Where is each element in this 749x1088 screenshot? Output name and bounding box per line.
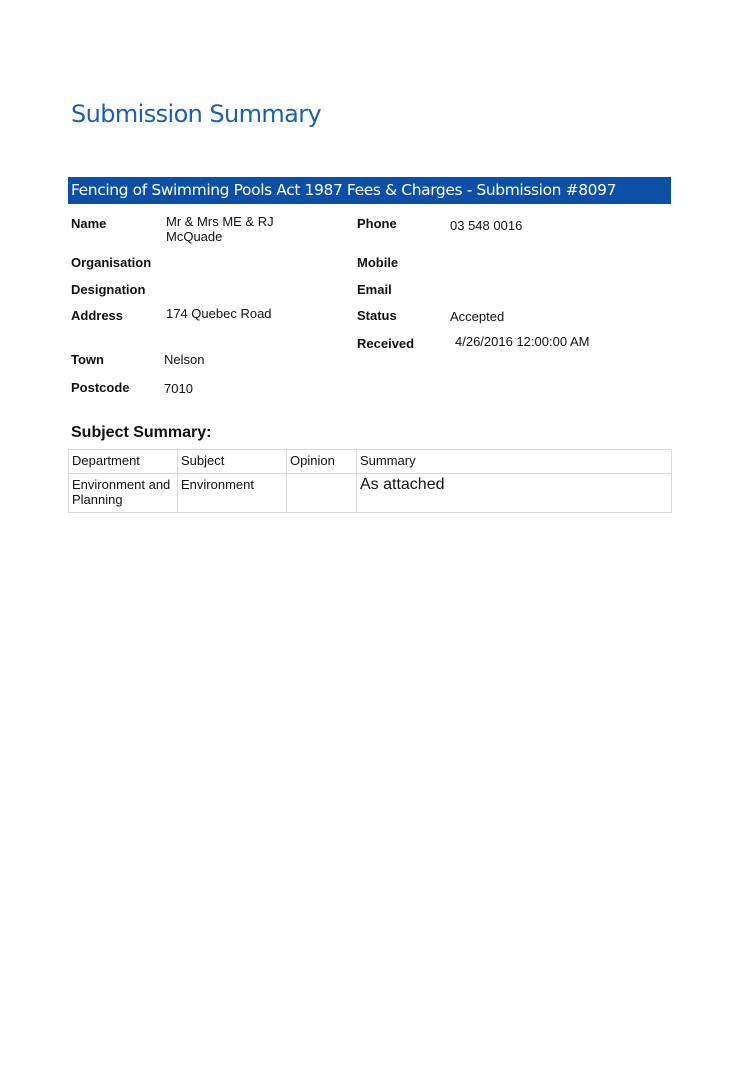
received-label: Received — [357, 336, 415, 351]
opinion-cell — [287, 474, 357, 513]
subject-summary-title: Subject Summary: — [71, 424, 212, 441]
subject-cell: Environment — [178, 474, 287, 513]
table-header-row — [69, 450, 672, 474]
received-value: 4/26/2016 12:00:00 AM — [455, 334, 590, 349]
postcode-label: Postcode — [71, 380, 130, 395]
address-label: Address — [71, 308, 124, 323]
email-label: Email — [357, 282, 392, 297]
phone-label: Phone — [357, 216, 397, 231]
submission-banner: Fencing of Swimming Pools Act 1987 Fees & Charges - Submission #8097 — [68, 177, 671, 204]
column-header-summary: Summary — [357, 450, 672, 474]
designation-label: Designation — [71, 282, 146, 297]
town-value: Nelson — [164, 352, 205, 367]
phone-value: 03 548 0016 — [450, 218, 523, 233]
summary-cell: As attached — [357, 474, 672, 513]
subject-summary-table — [68, 449, 672, 513]
address-value: 174 Quebec Road — [166, 306, 272, 321]
town-label: Town — [71, 352, 104, 367]
organisation-label: Organisation — [71, 255, 152, 270]
status-value: Accepted — [450, 309, 505, 324]
column-header-opinion: Opinion — [287, 450, 357, 474]
mobile-label: Mobile — [357, 255, 399, 270]
department-cell: Environment and Planning — [69, 474, 178, 513]
name-value: Mr & Mrs ME & RJ McQuade — [166, 214, 274, 244]
status-label: Status — [357, 308, 397, 323]
postcode-value: 7010 — [164, 381, 193, 396]
column-header-subject: Subject — [178, 450, 287, 474]
name-label: Name — [71, 216, 107, 231]
page-title: Submission Summary — [71, 100, 322, 128]
table-row — [69, 474, 672, 513]
column-header-department: Department — [69, 450, 178, 474]
